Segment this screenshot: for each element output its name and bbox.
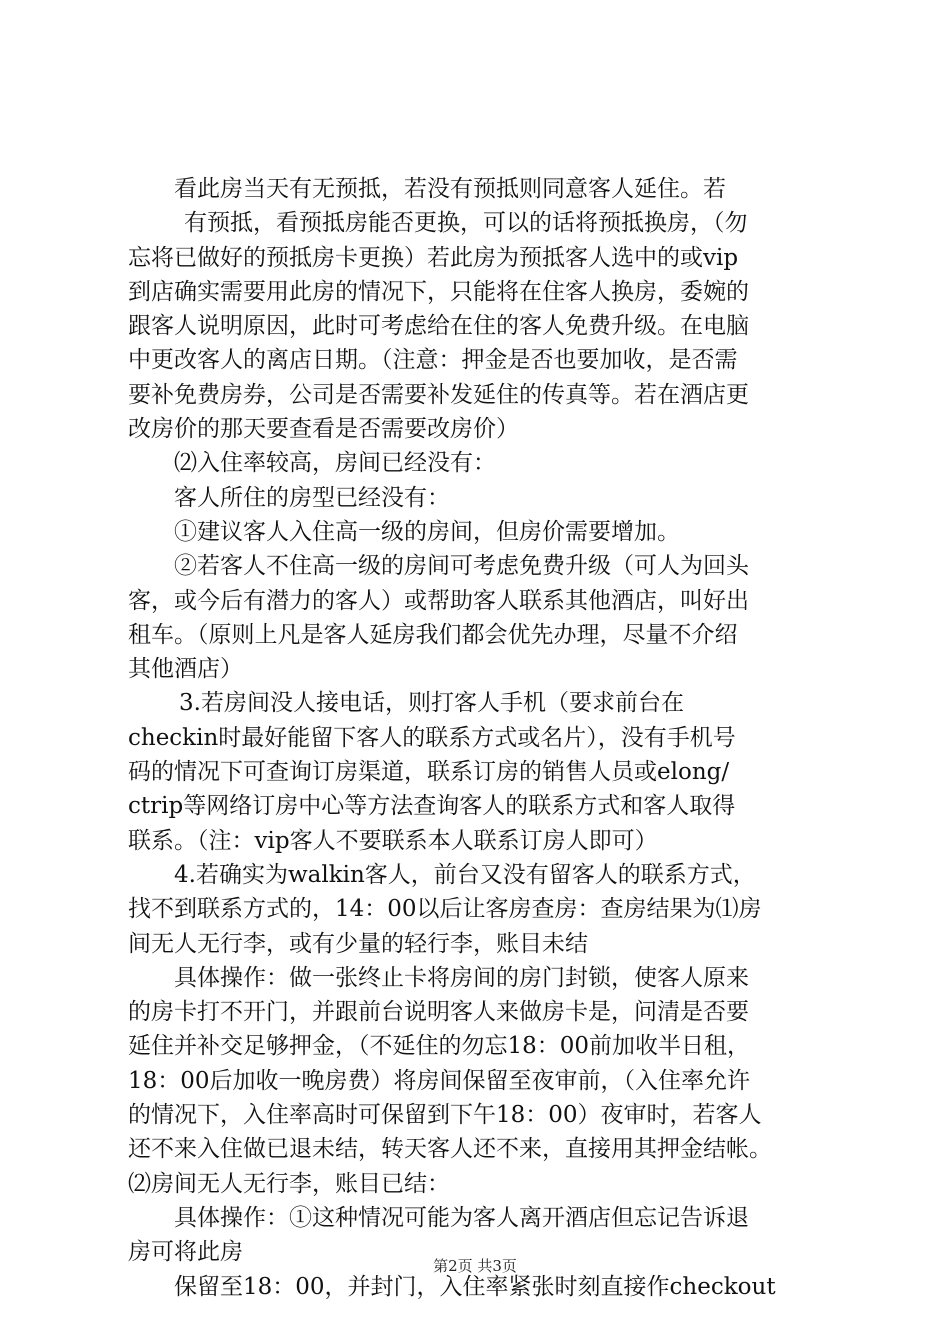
text-line: 中更改客人的离店日期。（注意：押金是否也要加收，是否需 (128, 347, 738, 374)
text-line: 间无人无行李，或有少量的轻行李，账目未结 (128, 930, 588, 957)
text-line: 有预抵，看预抵房能否更换，可以的话将预抵换房，（勿 (184, 210, 748, 237)
text-line: checkin时最好能留下客人的联系方式或名片），没有手机号 (128, 724, 736, 751)
text-line: 码的情况下可查询订房渠道，联系订房的销售人员或elong/ (128, 759, 730, 786)
text-line: 客，或今后有潜力的客人）或帮助客人联系其他酒店，叫好出 (128, 587, 749, 614)
text-line: 具体操作：做一张终止卡将房间的房门封锁，使客人原来 (174, 964, 749, 991)
text-line: 忘将已做好的预抵房卡更换）若此房为预抵客人选中的或vip (128, 244, 739, 271)
text-line: 找不到联系方式的，14：00以后让客房查房：查房结果为⑴房 (128, 896, 762, 923)
text-line: 延住并补交足够押金，（不延住的勿忘18：00前加收半日租， (128, 1033, 751, 1060)
text-line: ctrip等网络订房中心等方法查询客人的联系方式和客人取得 (128, 793, 736, 820)
document-body (128, 172, 830, 1304)
text-line: 改房价的那天要查看是否需要改房价） (128, 416, 519, 443)
text-line: 其他酒店） (128, 656, 243, 683)
text-line: 房可将此房 (128, 1239, 243, 1266)
text-line: ①建议客人入住高一级的房间，但房价需要增加。 (174, 518, 680, 545)
text-line: 的情况下，入住率高时可保留到下午18：00）夜审时，若客人 (128, 1102, 762, 1129)
text-line: 18：00后加收一晚房费）将房间保留至夜审前，（入住率允许 (128, 1067, 751, 1094)
text-line: 跟客人说明原因，此时可考虑给在住的客人免费升级。在电脑 (128, 313, 749, 340)
text-line: 保留至18：00，并封门，入住率紧张时刻直接作checkout (174, 1273, 776, 1300)
text-line: 客人所住的房型已经没有： (174, 484, 450, 511)
text-line: 看此房当天有无预抵，若没有预抵则同意客人延住。若 (174, 176, 726, 202)
text-line: 4.若确实为walkin客人，前台又没有留客人的联系方式， (174, 861, 756, 888)
text-line: ②若客人不住高一级的房间可考虑免费升级（可人为回头 (174, 553, 749, 580)
text-line: 具体操作：①这种情况可能为客人离开酒店但忘记告诉退 (174, 1204, 749, 1231)
text-line: 到店确实需要用此房的情况下，只能将在住客人换房，委婉的 (128, 278, 749, 305)
text-line: ⑵房间无人无行李，账目已结： (128, 1170, 450, 1197)
text-line: ⑵入住率较高，房间已经没有： (174, 450, 496, 477)
text-line: 3.若房间没人接电话，则打客人手机（要求前台在 (179, 690, 684, 717)
text-line: 联系。（注：vip客人不要联系本人联系订房人即可） (128, 827, 658, 854)
text-line: 租车。（原则上凡是客人延房我们都会优先办理，尽量不介绍 (128, 621, 738, 648)
text-line: 还不来入住做已退未结，转天客人还不来，直接用其押金结帐。 (128, 1136, 772, 1163)
page-number-footer: 第2页 共3页 (433, 1257, 517, 1275)
text-line: 要补免费房券，公司是否需要补发延住的传真等。若在酒店更 (128, 381, 749, 408)
text-line: 的房卡打不开门，并跟前台说明客人来做房卡是，问清是否要 (128, 999, 749, 1026)
